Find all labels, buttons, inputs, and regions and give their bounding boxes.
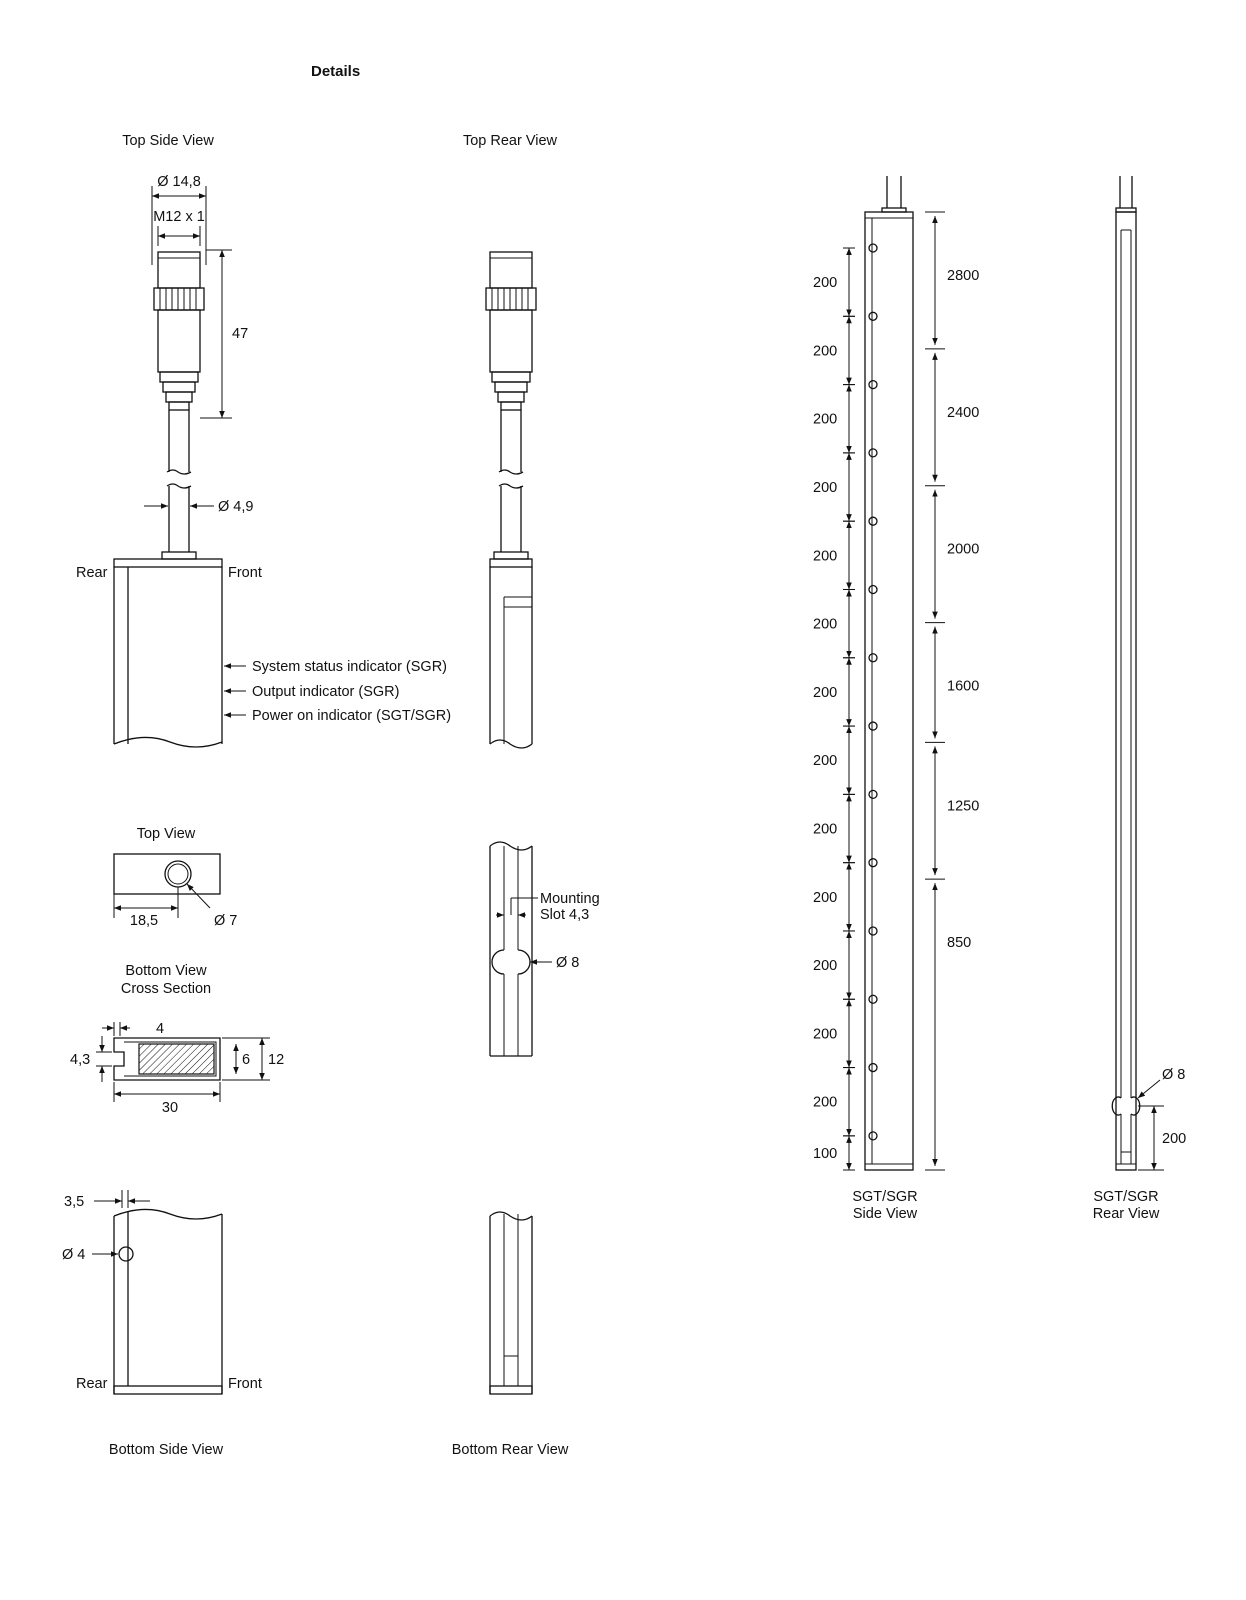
spacing-dim-label: 200 (813, 548, 838, 565)
spacing-dim-label: 100 (813, 1145, 838, 1162)
dim-length-47: 47 (232, 326, 249, 342)
label-system-status: System status indicator (SGR) (252, 659, 447, 675)
bottom-rear-view-label: Bottom Rear View (451, 1442, 569, 1458)
dim-rear-diameter-8: Ø 8 (1162, 1067, 1186, 1083)
spacing-dim-label: 200 (813, 684, 838, 701)
led-indicator (869, 654, 877, 662)
dim-width-30: 30 (161, 1100, 179, 1116)
spacing-dim-label: 200 (813, 480, 838, 497)
led-indicator (869, 722, 877, 730)
led-indicator (869, 517, 877, 525)
bottom-rear-view (452, 1212, 569, 1458)
led-indicator (869, 244, 877, 252)
label-front-bottom: Front (228, 1376, 262, 1392)
dim-m12-thread: M12 x 1 (153, 209, 205, 225)
top-side-view (76, 174, 451, 747)
page-title: Details (311, 63, 361, 80)
height-dim-label: 1250 (947, 798, 980, 815)
label-power-indicator: Power on indicator (SGT/SGR) (252, 708, 452, 724)
dim-rear-200: 200 (1162, 1131, 1187, 1147)
dim-height-12: 12 (268, 1052, 285, 1068)
spacing-dim-label: 200 (813, 275, 838, 292)
spacing-dim-label: 200 (813, 1094, 838, 1111)
sgt-rear-label-2: Rear View (1092, 1206, 1160, 1222)
dim-diameter-7: Ø 7 (214, 913, 238, 929)
spacing-dim-label: 200 (813, 411, 838, 428)
sgt-rear-label-1: SGT/SGR (1093, 1189, 1159, 1205)
label-rear-bottom: Rear (76, 1376, 108, 1392)
led-indicator (869, 1132, 877, 1140)
led-indicator (869, 381, 877, 389)
label-rear-top: Rear (76, 565, 108, 581)
top-view-label: Top View (136, 826, 196, 842)
dim-cable-diameter: Ø 4,9 (218, 499, 254, 515)
led-indicator (869, 449, 877, 457)
top-side-view-label: Top Side View (122, 133, 214, 149)
led-indicator (869, 927, 877, 935)
height-dim-label: 2400 (947, 404, 980, 421)
spacing-dim-label: 200 (813, 958, 838, 975)
sgt-side-label-1: SGT/SGR (852, 1189, 918, 1205)
sgt-side-view (813, 176, 979, 1222)
height-dim-label: 850 (947, 935, 972, 952)
label-mounting-slot: Slot 4,3 (540, 907, 590, 923)
spacing-dim-label: 200 (813, 616, 838, 633)
top-rear-view (486, 252, 536, 748)
bottom-side-view (62, 1190, 262, 1458)
bottom-view-label: Bottom View (125, 963, 207, 979)
dim-mid-diameter-8: Ø 8 (556, 955, 580, 971)
spacing-dim-label: 200 (813, 889, 838, 906)
height-dim-label: 2800 (947, 268, 980, 284)
sgt-rear-view (1093, 176, 1187, 1222)
spacing-dim-label: 200 (813, 343, 838, 360)
dim-18-5: 18,5 (129, 913, 159, 929)
spacing-dim-label: 200 (813, 821, 838, 838)
dim-slot-width-4: 4 (156, 1021, 165, 1037)
spacing-dim-label: 200 (813, 753, 838, 770)
spacing-dim-label: 200 (813, 1026, 838, 1043)
dim-diameter-4: Ø 4 (62, 1247, 86, 1263)
mid-rear-view (490, 842, 600, 1056)
cross-section-label: Cross Section (120, 981, 212, 997)
bottom-side-view-label: Bottom Side View (108, 1442, 224, 1458)
led-indicator (869, 995, 877, 1003)
led-indicator (869, 312, 877, 320)
dim-height-6: 6 (242, 1052, 251, 1068)
label-mounting: Mounting (540, 891, 600, 907)
top-view (114, 826, 237, 929)
led-indicator (869, 859, 877, 867)
dim-3-5: 3,5 (64, 1194, 85, 1210)
cross-section-view (70, 963, 284, 1116)
label-output-indicator: Output indicator (SGR) (252, 684, 400, 700)
led-indicator (869, 585, 877, 593)
led-indicator (869, 1064, 877, 1072)
height-dim-label: 2000 (947, 541, 980, 558)
dim-diameter-14-8: Ø 14,8 (157, 174, 201, 190)
height-dim-label: 1600 (947, 678, 980, 695)
led-indicator (869, 790, 877, 798)
top-rear-view-label: Top Rear View (462, 133, 558, 149)
dim-slot-height-4-3: 4,3 (70, 1052, 91, 1068)
sgt-side-label-2: Side View (852, 1206, 918, 1222)
label-front-top: Front (228, 565, 262, 581)
